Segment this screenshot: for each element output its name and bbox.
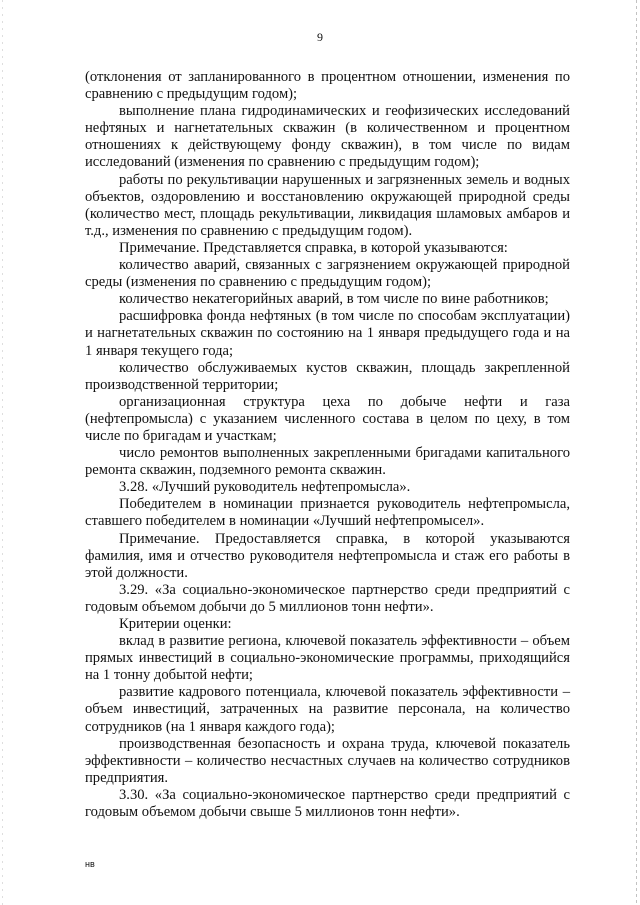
paragraph-criterion-region: вклад в развитие региона, ключевой показатель эффективности – объем прямых инвестиций в социально-экономические программы, приходящийся на 1 тонну добытой нефти;: [85, 633, 570, 684]
paragraph-well-pads: количество обслуживаемых кустов скважин, площадь закрепленной производственной территории;: [85, 359, 570, 393]
paragraph-noncategory-accidents: количество некатегорийных аварий, в том числе по вине работников;: [119, 291, 549, 308]
paragraph-note-manager: Примечание. Предоставляется справка, в которой указываются фамилия, имя и отчество руководителя нефтепромысла и стаж его работы в этой должности.: [85, 530, 570, 581]
paragraph-accidents-environment: количество аварий, связанных с загрязнением окружающей природной среды (изменения по сравнению с предыдущим годом);: [85, 257, 570, 291]
paragraph-well-stock: расшифровка фонда нефтяных (в том числе по способам эксплуатации) и нагнетательных скважин по состоянию на 1 января предыдущего года и на 1 января текущего года;: [85, 308, 570, 359]
paragraph-note-header: Примечание. Представляется справка, в которой указываются:: [119, 239, 508, 256]
paragraph-research-plan: выполнение плана гидродинамических и геофизических исследований нефтяных и нагнетательных скважин (в количественном и процентном отношениях к действующему фонду скважин), в том числе по видам исследований (изменения по сравнению с предыдущим годом);: [85, 103, 570, 171]
paragraph-org-structure: организационная структура цеха по добыче нефти и газа (нефтепромысла) с указанием численного состава в целом по цеху, в том числе по бригадам и участкам;: [85, 393, 570, 444]
paragraph-criteria-header: Критерии оценки:: [119, 616, 232, 632]
paragraph-criterion-safety: производственная безопасность и охрана труда, ключевой показатель эффективности – количество несчастных случаев на количество сотрудников предприятия.: [85, 735, 570, 786]
paragraph-recultivation: работы по рекультивации нарушенных и загрязненных земель и водных объектов, оздоровлению и восстановлению окружающей природной среды (количество мест, площадь рекультивации, ликвидация шламовых амбаров и т.д., изменения по сравнению с предыдущим годом).: [85, 171, 570, 239]
scan-edge-left: [2, 0, 3, 905]
paragraph-continuation: (отклонения от запланированного в процентном отношении, изменения по сравнению с предыдущим годом);: [85, 69, 570, 103]
paragraph-criterion-personnel: развитие кадрового потенциала, ключевой показатель эффективности – объем инвестиций, затраченных на развитие персонала, на количество сотрудников (на 1 января каждого года);: [85, 684, 570, 735]
section-3-30-heading: 3.30. «За социально-экономическое партнерство среди предприятий с годовым объемом добычи свыше 5 миллионов тонн нефти».: [85, 786, 570, 821]
section-3-28-heading: 3.28. «Лучший руководитель нефтепромысла».: [119, 479, 411, 496]
section-3-29-heading: 3.29. «За социально-экономическое партнерство среди предприятий с годовым объемом добычи до 5 миллионов тонн нефти».: [85, 581, 570, 615]
paragraph-winner-criteria: Победителем в номинации признается руководитель нефтепромысла, ставшего победителем в номинации «Лучший нефтепромысел».: [85, 496, 570, 530]
scan-edge-right: [636, 0, 637, 905]
body-text: [85, 69, 570, 821]
footer-mark: нв: [85, 859, 95, 869]
page-number: 9: [317, 30, 323, 44]
paragraph-repairs: число ремонтов выполненных закрепленными бригадами капитального ремонта скважин, подземного ремонта скважин.: [85, 445, 570, 479]
